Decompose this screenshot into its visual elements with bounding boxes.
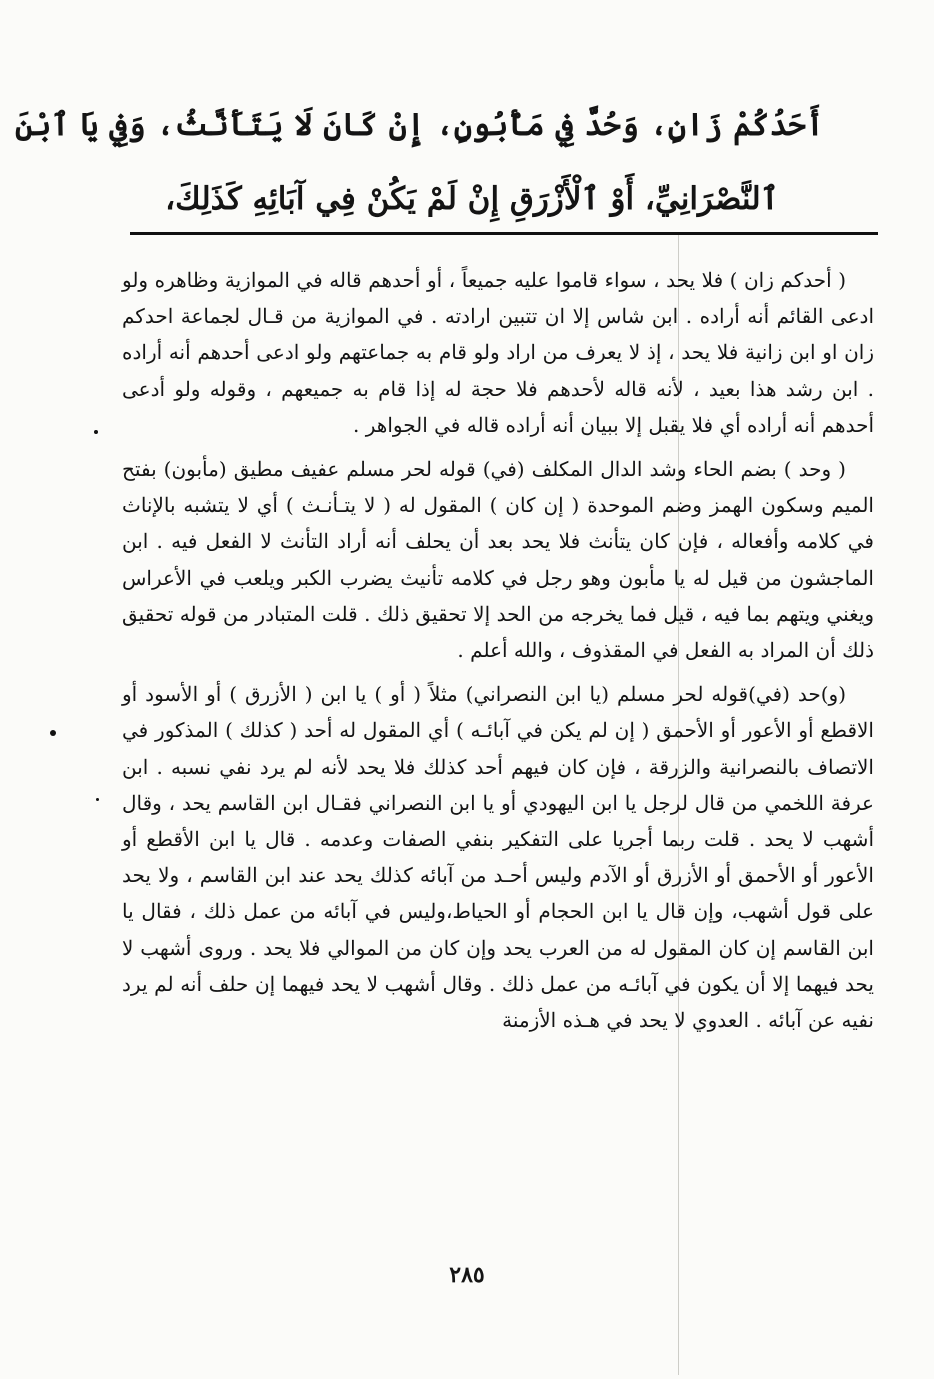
page-number: ٢٨٥ [449,1262,485,1288]
separator-rule [130,232,878,235]
matn-line-2: ٱلنَّصْرَانِيِّ، أَوْ ٱلْأَزْرَقِ إِنْ لَمْ يَكُنْ فِي آبَائِهِ كَذَلِكَ، [165,181,779,217]
commentary-paragraph-3: (و)حد (في)قوله لحر مسلم (يا ابن النصراني) مثلاً ( أو ) يا ابن ( الأزرق ) أو الأسود أو الاقطع أو الأعور أو الأحمق ( إن لم يكن في آبائـه ) أي المقول له أحد ( كذلك ) المذكور في الاتصاف بالنصرانية والزرقة ، فإن كان فيهم أحد كذلك فلا يحد لأنه لم يرد نفي نسبه . ابن عرفة اللخمي من قال لرجل يا ابن اليهودي أو يا ابن النصراني فقـال ابن القاسم يحد ، وقال أشهب لا يحد . قلت ربما أجريا على التفكير بنفي الصفات وعدمه . قال يا ابن الأقطع أو الأعور أو الأحمق أو الأزرق أو الآدم وليس أحـد من آبائه كذلك يحد عند ابن القاسم ، ولا يحد على قول أشهب، وإن قال يا ابن الحجام أو الحياط،وليس في آبائه من عمل ذلك ، فقال يا ابن القاسم إن كان المقول له من العرب يحد وإن كان من الموالي فلا يحد . وروى أشهب لا يحد فيهما إلا أن يكون في آبائـه من عمل ذلك . وقال أشهب لا يحد فيهما إن حلف أنه لم يرد نفيه عن آبائه . العدوي لا يحد في هـذه الأزمنة [122,682,875,1033]
matn-line-1: أَحَدُكُمْ زَانٍ، وَحُدَّ فِي مَأْبُونٍ، إِنْ كَانَ لَا يَتَأَنَّثُ، وَفِي يَا ٱبْنَ [15,107,824,143]
commentary-text [122,262,874,1046]
ink-speck [94,430,98,434]
ink-speck [50,730,56,736]
commentary-paragraph-1: ( أحدكم زان ) فلا يحد ، سواء قاموا عليه جميعاً ، أو أحدهم قاله في الموازية وظاهره ولو ادعى القائم أنه أراده . ابن شاس إلا ان تتبين ارادته . في الموازية من قـال لجماعة احدكم زان او ابن زانية فلا يحد ، إذ لا يعرف من اراد ولو قام به جماعتهم ولو ادعى أحدهم أنه أراده . ابن رشد هذا بعيد ، لأنه قاله لأحدهم فلا حجة له إذا قام به جميعهم ، وقوله ولو أدعى أحدهم أنه أراده أي فلا يقبل إلا ببيان أنه أراده قاله في الجواهر . [122,268,875,437]
ink-speck [96,798,99,801]
commentary-paragraph-2: ( وحد ) بضم الحاء وشد الدال المكلف (في) قوله لحر مسلم عفيف مطيق (مأبون) بفتح الميم وسكون الهمز وضم الموحدة ( إن كان ) المقول له ( لا يتـأنـث ) أي لا يتشبه بالإناث في كلامه وأفعاله ، فإن كان يتأنث فلا يحد بعد أن يحلف أنه أراد التأنث لا الفعل فيه . ابن الماجشون من قيل له يا مأبون وهو رجل في كلامه تأنيث يضرب الكبر ويلعب في الأعراس ويغني ويتهم بما فيه ، قيل فما يخرجه من الحد إلا تحقيق ذلك . قلت المتبادر من قوله تحقيق ذلك أن المراد به الفعل في المقذوف ، والله أعلم . [122,457,874,663]
matn-text [15,88,824,236]
